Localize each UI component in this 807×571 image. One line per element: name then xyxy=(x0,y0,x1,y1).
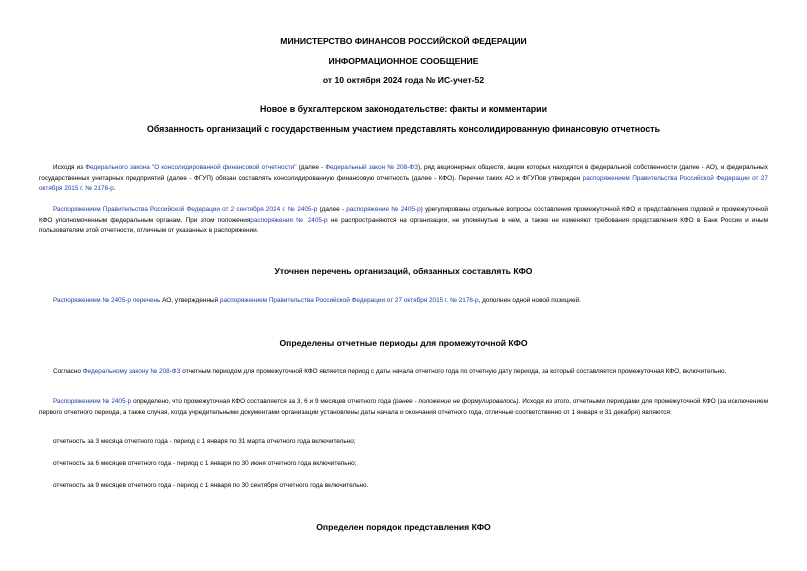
text-run: . Исходя из этого, отчетными периодами для промежуточной КФО (за исключением первого отчетного периода, а также случая, когда учредительными документами организации установлены даты начала и окончания отчетного года, отличные соответственно от 1 января и 31 декабря) являются: xyxy=(39,398,768,416)
subject-title: Обязанность организаций с государственным участием представлять консолидированную финансовую отчетность xyxy=(147,124,660,134)
order-2405-paragraph xyxy=(39,205,768,237)
intro-paragraph xyxy=(39,163,768,195)
text-run: . xyxy=(113,185,116,192)
reporting-period-definition xyxy=(39,367,768,378)
list-item: отчетность за 6 месяцев отчетного года - период с 1 января по 30 июня отчетного года включительно; xyxy=(53,460,357,467)
section-heading-reporting-periods: Определены отчетные периоды для промежуточной КФО xyxy=(279,338,528,348)
italic-note: (ранее - положение не формулировалось) xyxy=(392,398,519,405)
link-list[interactable]: перечень xyxy=(132,297,161,304)
section-heading-organizations: Уточнен перечень организаций, обязанных составлять КФО xyxy=(274,266,533,276)
list-item: отчетность за 3 месяца отчетного года - период с 1 января по 31 марта отчетного года включительно; xyxy=(53,438,356,445)
link-federal-law-kfo[interactable]: Федерального закона "О консолидированной финансовой отчетности" xyxy=(85,164,297,171)
link-federal-law-208-section2[interactable]: Федеральному закону № 208-ФЗ xyxy=(82,368,181,375)
text-run: ), ряд акционерных обществ, акции которых находятся в федеральной собственности (далее - АО), и федеральных государственных унитарных предприятий (далее - ФГУП) обязан составлять консолидированную финансовую отчетность (далее - КФО). Перечни таких АО и ФГУПов утвержден xyxy=(39,164,768,182)
list-item: отчетность за 9 месяцев отчетного года - период с 1 января по 30 сентября отчетного года включительно. xyxy=(53,482,369,489)
organizations-paragraph xyxy=(39,296,768,307)
link-order-2405-full[interactable]: Распоряжением Правительства Российской Федерации от 2 сентября 2024 г. № 2405-р xyxy=(53,206,318,213)
text-run: (далее - xyxy=(317,206,347,213)
document-type: ИНФОРМАЦИОННОЕ СООБЩЕНИЕ xyxy=(328,56,479,66)
link-order-2405[interactable]: распоряжение № 2405-р xyxy=(346,206,421,213)
link-order-2176[interactable]: распоряжением Правительства Российской Федерации от 27 октября 2015 г. № 2176-р xyxy=(39,174,768,192)
text-run: , дополнен одной новой позицией. xyxy=(478,297,581,304)
text-run: не распространяются на организации, не упомянутые в нем, а также не изменяют требования представления КФО в Банк России и иным пользователям этой отчетности, отличным от указанных в распоряжении. xyxy=(39,216,768,234)
text-run: определено, что промежуточная КФО составляется за 3, 6 и 9 месяцев отчетного года xyxy=(131,398,393,405)
text-run: Исходя из xyxy=(53,164,86,171)
rubric-title: Новое в бухгалтерском законодательстве: факты и комментарии xyxy=(260,104,547,114)
text-run: отчетным периодом для промежуточной КФО является период с даты начала отчетного года по отчетную дату периода, за который составляется промежуточная КФО, включительно. xyxy=(180,368,727,375)
ministry-name: МИНИСТЕРСТВО ФИНАНСОВ РОССИЙСКОЙ ФЕДЕРАЦИИ xyxy=(280,36,527,46)
text-run: ) урегулированы отдельные вопросы составления промежуточной КФО и представления годовой и промежуточной КФО уполномоченным федеральным органам. При этом положения xyxy=(39,206,768,224)
section-heading-submission: Определен порядок представления КФО xyxy=(316,522,491,532)
text-run: Согласно xyxy=(53,368,83,375)
link-order-2405-section2[interactable]: Распоряжением № 2405-р xyxy=(53,398,132,405)
text-run: (далее - xyxy=(296,164,326,171)
text-run: АО, утвержденный xyxy=(160,297,220,304)
link-order-2405-section1[interactable]: Распоряжением № 2405-р xyxy=(53,297,131,304)
link-federal-law-208[interactable]: Федеральный закон № 208-ФЗ xyxy=(325,164,418,171)
link-order-2176-section1[interactable]: распоряжением Правительства Российской Федерации от 27 октября 2015 г. № 2176-р xyxy=(219,297,479,304)
link-order-2405-provisions[interactable]: распоряжения № 2405-р xyxy=(250,216,328,224)
document-date-number: от 10 октября 2024 года № ИС-учет-52 xyxy=(322,75,485,85)
interim-periods-paragraph xyxy=(39,397,768,418)
